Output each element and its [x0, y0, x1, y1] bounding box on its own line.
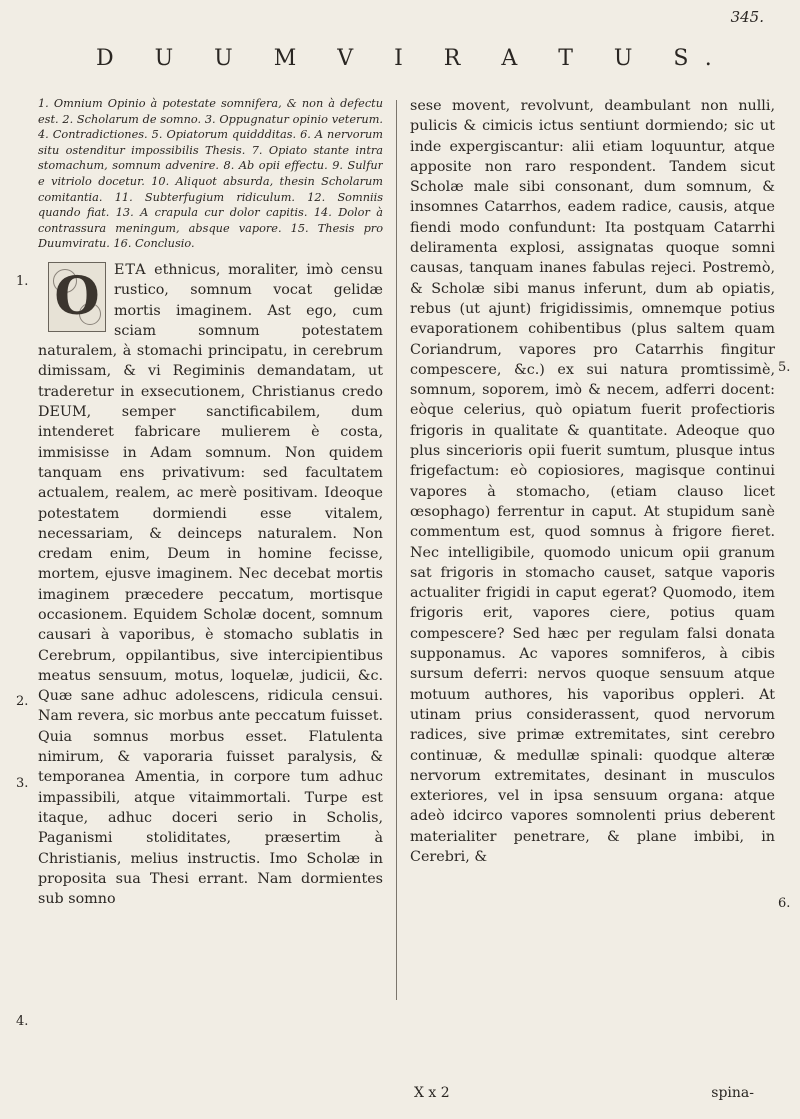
margin-number-5: 5.: [778, 360, 791, 375]
margin-number-2: 2.: [16, 694, 29, 709]
page-footer: [414, 1085, 754, 1101]
right-body-text: sese movent, revolvunt, deambulant non nulli, pulicis & cimicis ictus sentiunt dormiendo; sic ut inde expergiscantur: alii etiam loquuntur, atque apposite non raro respondent. Tandem sicut Scholæ male sibi consonant, dum somnum, & insomnes Catarrhos, eadem radice, causis, atque fiendi modo confundunt: Ita postquam Catarrhi deliramenta explosi, assignatas quoque somni causas, tanquam inanes fabulas rejeci. Postremò, & Scholæ sibi manus inferunt, dum ab opiatis, rebus (ut ajunt) frigidissimis, omnemque potius evaporationem cohibentibus (plus saltem quam Coriandrum, vapores pro Catarrhis fingitur compescere, &c.) ex sui natura promtissimè, somnum, soporem, imò & necem, adferri docent: eòque celerius, quò opiatum fuerit profectioris frigoris in qualitate & quantitate. Adeoque quo plus sincerioris opii fuerit sumtum, plusque intus frigefactum: eò copiosiores, magisque continui vapores à stomacho, (etiam clauso licet œsophago) ferrentur in caput. At stupidum sanè commentum est, quod somnus à frigore fieret. Nec intelligibile, quomodo unicum opii granum sat frigoris in stomacho causet, satque vaporis actualiter frigidi in caput egerat? Quomodo, item frigoris erit, vapores ciere, potius quam compescere? Sed hæc per regulam falsi donata supponamus. Ac vapores somniferos, à cibis sursum deferri: nervos quoque sensuum atque motuum authores, his vaporibus oppleri. At utinam prius considerassent, quod nervorum radices, sive primæ extremitates, sint cerebro continuæ, & medullæ spinali: quodque alteræ nervorum extremitates, desinant in musculos exteriores, vel in ipsa sensuum organa: atque adeò idcirco vapores somnolenti prius deberent materialiter penetrare, & plane imbibi, in Cerebri, &: [410, 98, 775, 865]
chapter-summary: 1. Omnium Opinio à potestate somnifera, & non à defectu est. 2. Scholarum de somno. 3. Oppugnatur opinio veterum. 4. Contradictiones. 5. Opiatorum quiddditas. 6. A nervorum situ ostenditur impossibilis Thesis. 7. Opiato stante intra stomachum, somnum advenire. 8. Ab opii effectu. 9. Sulfur e vitriolo docetur. 10. Aliquot absurda, thesin Scholarum comitantia. 11. Subterfugium ridiculum. 12. Somniis quando fiat. 13. A crapula cur dolor capitis. 14. Dolor à contrassura meningum, absque vapore. 15. Thesis pro Duumviratu. 16. Conclusio.: [38, 97, 383, 251]
catchword: spina-: [711, 1085, 754, 1101]
left-body-text: ethnicus, moraliter, imò censu rustico, somnum vocat gelidæ mortis imaginem. Ast ego, cum sciam somnum potestatem naturalem, à stomachi principatu, in cerebrum dimissam, & vi Regiminis demandatam, ut traderetur in exsecutionem, Christianus credo DEUM, semper sanctificabilem, dum intenderet fabricare mulierem è costa, immisisse in Adam somnum. Non quidem tanquam ens privativum: sed facultatem actualem, realem, ac merè positivam. Ideoque potestatem dormiendi esse vitalem, necessariam, & deinceps naturalem. Non credam enim, Deum in homine fecisse, mortem, ejusve imaginem. Nec decebat mortis imaginem præcedere peccatum, mortisque occasionem. Equidem Scholæ docent, somnum causari à vaporibus, è stomacho sublatis in Cerebrum, oppilantibus, sive intercipientibus meatus sensuum, motus, loquelæ, judicii, &c. Quæ sane adhuc adolescens, ridicula censui. Nam revera, sic morbus ante peccatum fuisset. Quia somnus morbus esset. Flatulenta nimirum, & vaporaria fuisset paralysis, & temporanea Amentia, in corpore tum adhuc impassibili, atque vitaimmortali. Turpe est itaque, adhuc doceri serio in Scholis, Paganismi stoliditates, præsertim à Christianis, melius instructis. Imo Scholæ in proposita sua Thesi errant. Nam dormientes sub somno: [38, 261, 383, 908]
decorated-initial: [48, 262, 106, 332]
initial-letter: O: [54, 265, 100, 327]
right-column: [410, 96, 775, 1096]
margin-number-3: 3.: [16, 776, 29, 791]
folio-number: 345.: [730, 8, 764, 26]
column-rule: [396, 100, 397, 1000]
signature-mark: X x 2: [414, 1085, 450, 1101]
margin-number-1: 1.: [16, 274, 29, 289]
lead-word: ETA: [114, 261, 147, 278]
margin-number-6: 6.: [778, 896, 791, 911]
running-head: D U U M V I R A T U S.: [96, 46, 729, 71]
margin-number-4: 4.: [16, 1014, 29, 1029]
left-column: [38, 96, 383, 1096]
left-body: [38, 260, 383, 910]
